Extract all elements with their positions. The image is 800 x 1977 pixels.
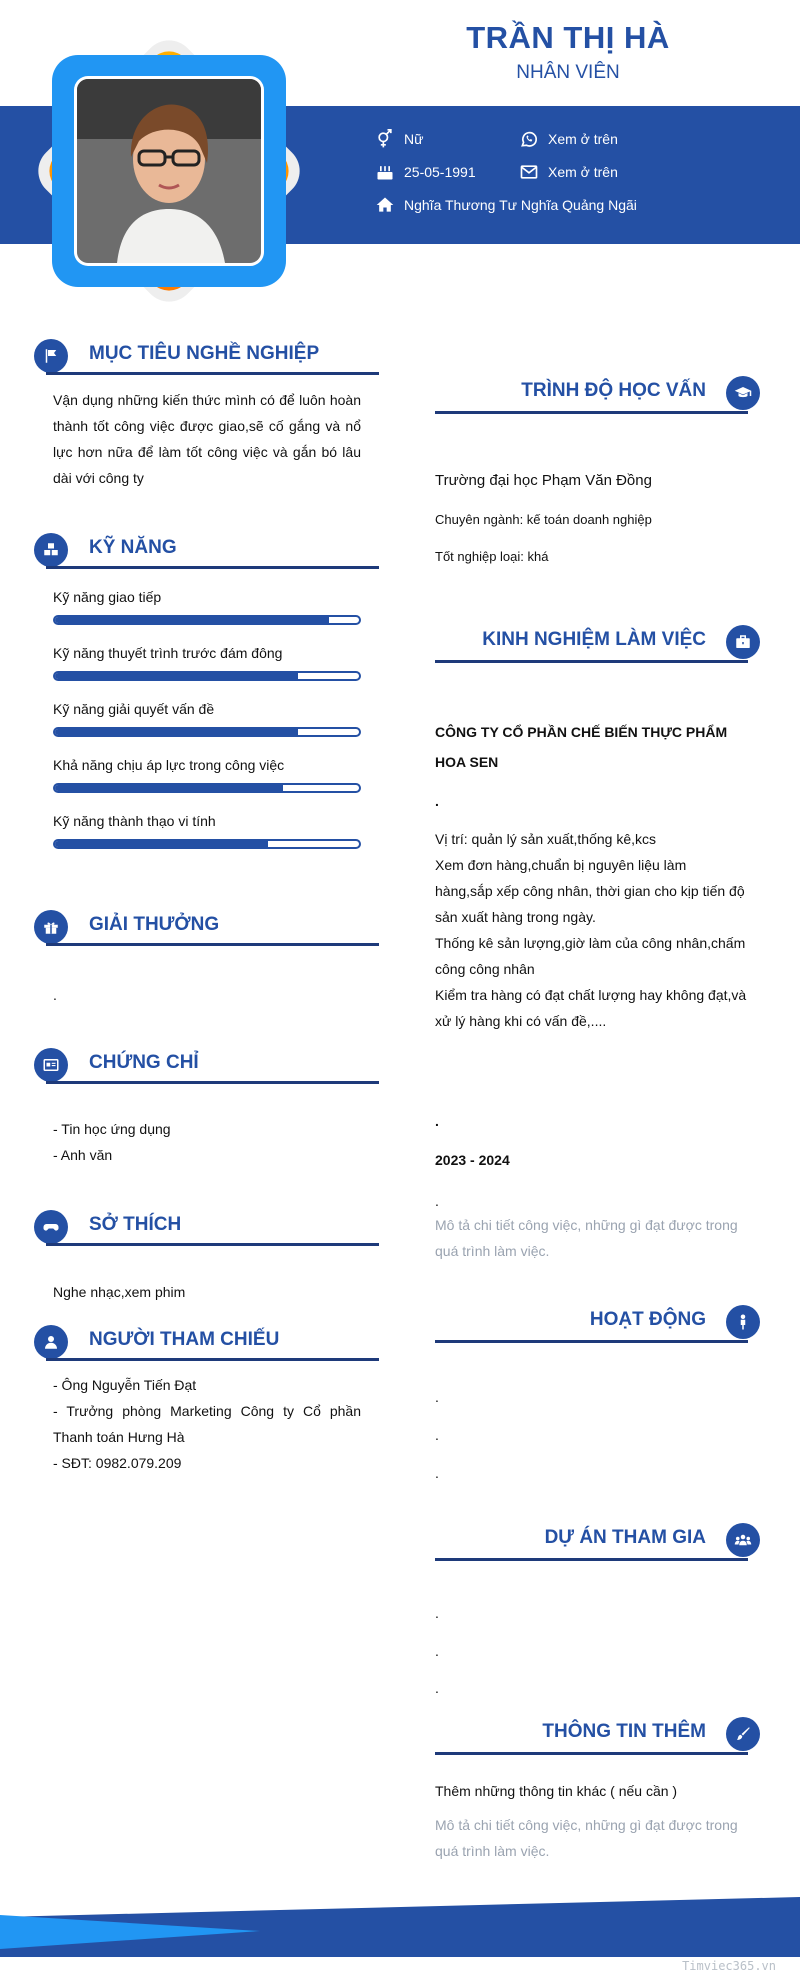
skill-bar [53,615,361,625]
address-value: Nghĩa Thương Tư Nghĩa Quảng Ngãi [404,197,637,213]
footer-decoration [0,1897,800,1957]
skill-bar [53,727,361,737]
activity-item: . [435,1389,439,1405]
skill-bar-fill [55,841,268,847]
avatar [26,28,312,314]
skill-bar [53,839,361,849]
skill-bar-fill [55,673,298,679]
education-school: Trường đại học Phạm Văn Đồng [435,472,652,489]
email-value[interactable]: Xem ở trên [548,164,618,180]
experience-dot: . [435,1113,439,1129]
person-icon [726,1305,760,1339]
experience-description: Mô tả chi tiết công việc, những gì đạt được trong quá trình làm việc. [435,1217,738,1259]
certificates-heading: CHỨNG CHỈ [34,1044,379,1084]
awards-text: . [53,987,57,1003]
phone-row [518,129,618,149]
certificate-item: - Tin học ứng dụng [53,1121,171,1137]
skill-label: Kỹ năng giải quyết vấn đề [53,701,215,717]
candidate-name: TRẦN THỊ HÀ [466,20,670,55]
experience-duty: Thống kê sản lượng,giờ làm của công nhân,chấm công công nhân [435,935,746,977]
reference-line: - Ông Nguyễn Tiến Đạt [53,1377,197,1393]
gender-icon [374,129,396,149]
whatsapp-icon [518,129,540,149]
experience-role: Vị trí: quản lý sản xuất,thống kê,kcs [435,831,657,847]
certificate-icon [34,1048,68,1082]
skill-label: Kỹ năng thành thạo vi tính [53,813,216,829]
brush-icon [726,1717,760,1751]
reference-line: - Trưởng phòng Marketing Công ty Cổ phần Thanh toán Hưng Hà [53,1403,361,1445]
experience-dot: . [435,1193,439,1209]
gender-row [374,129,423,149]
references-heading: NGƯỜI THAM CHIẾU [34,1321,379,1361]
activity-item: . [435,1465,439,1481]
skill-bar [53,671,361,681]
skill-bar-fill [55,617,329,623]
birthday-row [374,162,476,182]
experience-duty: Kiểm tra hàng có đạt chất lượng hay không đạt,và xử lý hàng khi có vấn đề,.... [435,987,747,1029]
briefcase-icon [726,625,760,659]
user-icon [34,1325,68,1359]
cubes-icon [34,533,68,567]
phone-value[interactable]: Xem ở trên [548,131,618,147]
activities-heading: HOẠT ĐỘNG [435,1303,760,1343]
experience-company: CÔNG TY CỔ PHẦN CHẾ BIẾN THỰC PHẨM HOA SEN [435,724,728,770]
experience-heading: KINH NGHIỆM LÀM VIỆC [435,623,760,663]
candidate-title: NHÂN VIÊN [516,62,620,83]
hobbies-text: Nghe nhạc,xem phim [53,1284,186,1300]
projects-heading: DỰ ÁN THAM GIA [435,1521,760,1561]
objective-text: Vận dụng những kiến thức mình có để luôn hoàn thành tốt công việc được giao,sẽ cố gắng và nổ lực hơn nữa để làm tốt công việc và gắn bó lâu dài với công ty [53,392,361,486]
experience-period: 2023 - 2024 [435,1152,510,1168]
more-info-heading: THÔNG TIN THÊM [435,1715,760,1755]
gamepad-icon [34,1210,68,1244]
education-heading: TRÌNH ĐỘ HỌC VẤN [435,374,760,414]
project-item: . [435,1680,439,1696]
education-grade: Tốt nghiệp loại: khá [435,549,549,564]
birthday-cake-icon [374,162,396,182]
profile-photo [74,76,264,266]
email-row [518,162,618,182]
birthday-value: 25-05-1991 [404,164,476,180]
skill-bar [53,783,361,793]
address-row [374,195,637,215]
envelope-icon [518,162,540,182]
skills-heading: KỸ NĂNG [34,529,379,569]
skill-bar-fill [55,729,298,735]
gender-value: Nữ [404,131,424,147]
objective-heading: MỤC TIÊU NGHỀ NGHIỆP [34,335,379,375]
skill-label: Khả năng chịu áp lực trong công việc [53,757,285,773]
more-info-description: Mô tả chi tiết công việc, những gì đạt được trong quá trình làm việc. [435,1817,738,1859]
project-item: . [435,1643,439,1659]
activity-item: . [435,1427,439,1443]
group-icon [726,1523,760,1557]
skill-bar-fill [55,785,283,791]
gift-icon [34,910,68,944]
certificate-item: - Anh văn [53,1147,113,1163]
project-item: . [435,1605,439,1621]
skill-label: Kỹ năng thuyết trình trước đám đông [53,645,283,661]
portrait-image [77,79,261,263]
hobbies-heading: SỞ THÍCH [34,1206,379,1246]
more-info-text: Thêm những thông tin khác ( nếu cần ) [435,1783,678,1799]
reference-line: - SĐT: 0982.079.209 [53,1455,182,1471]
flag-icon [34,339,68,373]
home-icon [374,195,396,215]
graduation-cap-icon [726,376,760,410]
awards-heading: GIẢI THƯỞNG [34,906,379,946]
experience-duty: Xem đơn hàng,chuẩn bị nguyên liệu làm hàng,sắp xếp công nhân, thời gian cho kịp tiến độ sản xuất hàng trong ngày. [435,857,745,925]
experience-dot: . [435,793,439,809]
skill-label: Kỹ năng giao tiếp [53,589,162,605]
watermark: Timviec365.vn [682,1959,776,1973]
education-major: Chuyên ngành: kế toán doanh nghiệp [435,512,652,527]
